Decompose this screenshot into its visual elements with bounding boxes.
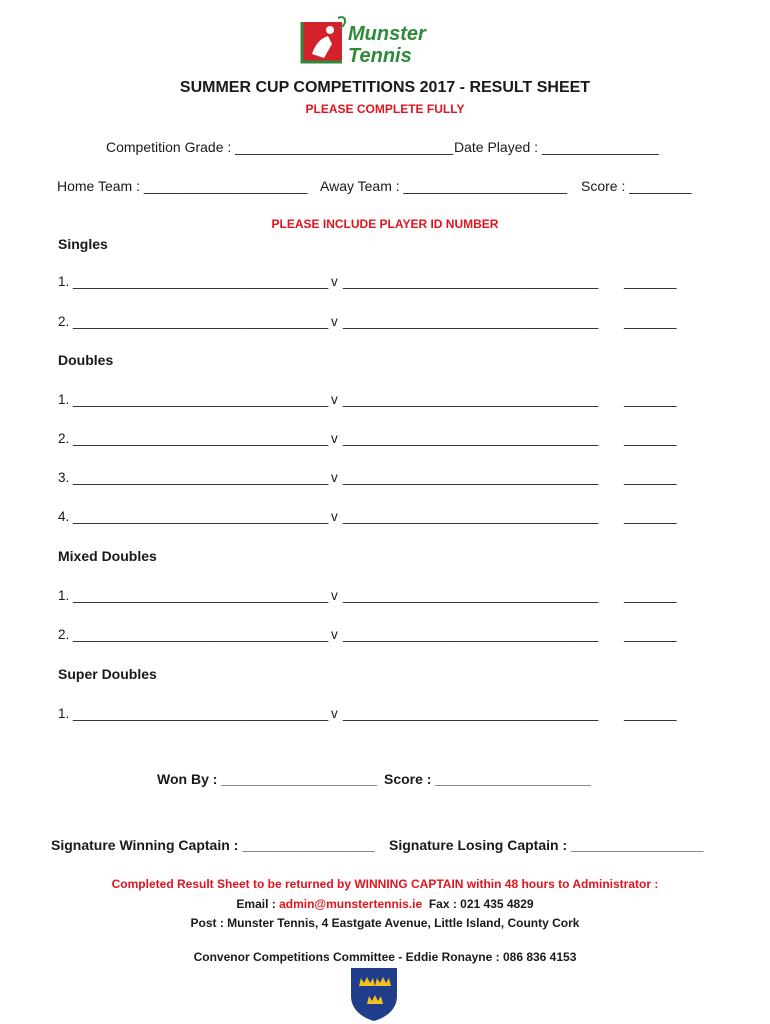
mixed-2-player[interactable]: 2. __________________________________ [58, 627, 329, 642]
versus-label: v [331, 470, 338, 485]
mixed-1-opponent[interactable]: __________________________________ [343, 588, 599, 603]
email-label: Email : [236, 897, 280, 911]
versus-label: v [331, 706, 338, 721]
doubles-3-score[interactable]: _______ [624, 470, 677, 485]
score-field[interactable]: Score : ________ [581, 178, 692, 194]
contact-email-fax [0, 897, 770, 911]
result-score-field[interactable]: Score : ____________________ [384, 771, 592, 787]
versus-label: v [331, 392, 338, 407]
mixed-doubles-heading: Mixed Doubles [58, 548, 157, 564]
mixed-1-score[interactable]: _______ [624, 588, 677, 603]
date-played-field[interactable]: Date Played : _______________ [454, 139, 659, 155]
singles-2-opponent[interactable]: __________________________________ [343, 314, 599, 329]
player-id-notice: PLEASE INCLUDE PLAYER ID NUMBER [271, 217, 499, 231]
mixed-2-opponent[interactable]: __________________________________ [343, 627, 599, 642]
singles-1-player[interactable]: 1. __________________________________ [58, 274, 329, 289]
singles-2-score[interactable]: _______ [624, 314, 677, 329]
munster-tennis-logo [300, 14, 440, 70]
mixed-2-score[interactable]: _______ [624, 627, 677, 642]
logo-text-line2: Tennis [348, 45, 412, 67]
doubles-1-opponent[interactable]: __________________________________ [343, 392, 599, 407]
singles-heading: Singles [58, 236, 108, 252]
return-instructions: Completed Result Sheet to be returned by WINNING CAPTAIN within 48 hours to Administrator : [111, 877, 659, 891]
competition-grade-field[interactable]: Competition Grade : ____________________________ [106, 139, 454, 155]
complete-notice: PLEASE COMPLETE FULLY [305, 102, 465, 116]
doubles-2-opponent[interactable]: __________________________________ [343, 431, 599, 446]
doubles-heading: Doubles [58, 352, 114, 368]
super-doubles-heading: Super Doubles [58, 666, 157, 682]
versus-label: v [331, 431, 338, 446]
email-link[interactable]: admin@munstertennis.ie [279, 897, 423, 911]
doubles-4-player[interactable]: 4. __________________________________ [58, 509, 329, 524]
super-1-player[interactable]: 1. __________________________________ [58, 706, 329, 721]
winning-captain-signature[interactable]: Signature Winning Captain : _________________ [51, 837, 375, 853]
doubles-4-score[interactable]: _______ [624, 509, 677, 524]
versus-label: v [331, 627, 338, 642]
postal-address: Post : Munster Tennis, 4 Eastgate Avenue, Little Island, County Cork [190, 916, 580, 930]
versus-label: v [331, 274, 338, 289]
doubles-3-opponent[interactable]: __________________________________ [343, 470, 599, 485]
fax-number: Fax : 021 435 4829 [422, 897, 534, 911]
versus-label: v [331, 588, 338, 603]
away-team-field[interactable]: Away Team : _____________________ [320, 178, 568, 194]
doubles-1-score[interactable]: _______ [624, 392, 677, 407]
versus-label: v [331, 509, 338, 524]
home-team-field[interactable]: Home Team : _____________________ [57, 178, 308, 194]
singles-1-opponent[interactable]: __________________________________ [343, 274, 599, 289]
doubles-1-player[interactable]: 1. __________________________________ [58, 392, 329, 407]
singles-2-player[interactable]: 2. __________________________________ [58, 314, 329, 329]
doubles-2-player[interactable]: 2. __________________________________ [58, 431, 329, 446]
page-title: SUMMER CUP COMPETITIONS 2017 - RESULT SHEET [179, 79, 591, 96]
super-1-opponent[interactable]: __________________________________ [343, 706, 599, 721]
convenor-contact: Convenor Competitions Committee - Eddie Ronayne : 086 836 4153 [193, 950, 577, 964]
doubles-4-opponent[interactable]: __________________________________ [343, 509, 599, 524]
logo-text-line1: Munster [348, 23, 426, 45]
singles-1-score[interactable]: _______ [624, 274, 677, 289]
doubles-2-score[interactable]: _______ [624, 431, 677, 446]
mixed-1-player[interactable]: 1. __________________________________ [58, 588, 329, 603]
munster-crest-icon [345, 966, 403, 1022]
losing-captain-signature[interactable]: Signature Losing Captain : _________________ [389, 837, 704, 853]
won-by-field[interactable]: Won By : ____________________ [157, 771, 378, 787]
super-1-score[interactable]: _______ [624, 706, 677, 721]
versus-label: v [331, 314, 338, 329]
doubles-3-player[interactable]: 3. __________________________________ [58, 470, 329, 485]
